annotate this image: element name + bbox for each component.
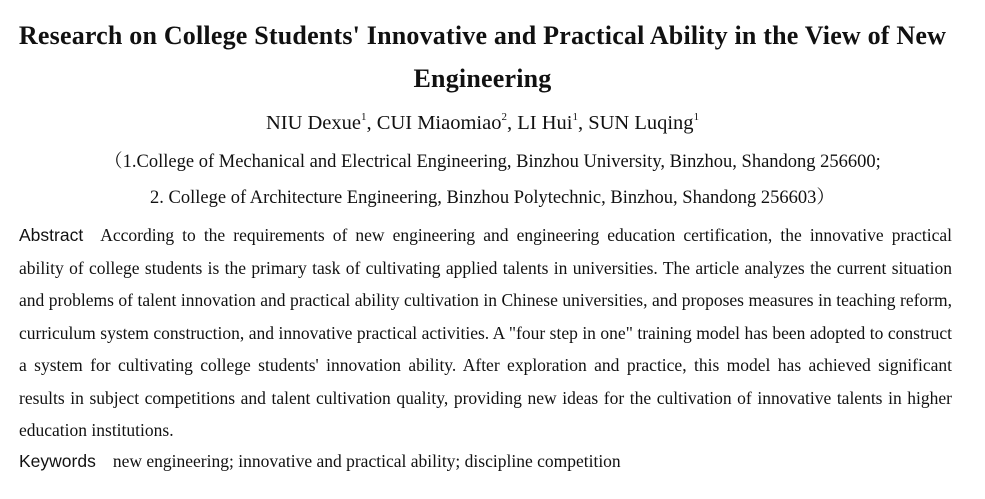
author-separator: , [506, 112, 518, 134]
author [517, 112, 578, 134]
affiliation-marker: 2 [501, 111, 507, 123]
keywords-label: Keywords [19, 451, 96, 471]
affiliation-line-2: 2. College of Architecture Engineering, Binzhou Polytechnic, Binzhou, Shandong 256603） [150, 188, 835, 208]
author-list [0, 110, 965, 136]
author-name: NIU Dexue [265, 112, 362, 134]
author-name: LI Hui [517, 112, 573, 134]
author [266, 112, 367, 134]
author-name: SUN Luqing [588, 112, 694, 134]
author-separator: , [577, 112, 589, 134]
affiliation-marker: 1 [572, 111, 578, 123]
affiliation-line-1: （1.College of Mechanical and Electrical Engineering, Binzhou University, Binzhou, Shandong 256600; [104, 152, 881, 172]
affiliation-marker: 1 [693, 111, 700, 123]
author [377, 112, 507, 134]
keywords-text: new engineering; innovative and practical ability; discipline competition [112, 451, 621, 471]
paper-title: Research on College Students' Innovative and Practical Ability in the View of New Engineering [18, 21, 947, 93]
author-separator: , [366, 112, 377, 134]
abstract-section [19, 219, 952, 447]
abstract-text: According to the requirements of new engineering and engineering education certification, the innovative practical ability of college students is the primary task of cultivating applied talents in universities. The article analyzes the current situation and problems of talent innovation and practical ability cultivation in Chinese universities, and proposes measures in teaching reform, curriculum system construction, and innovative practical activities. A "four step in one" training model has been adopted to construct a system for cultivating college students' innovation ability. After exploration and practice, this model has achieved significant results in subject competitions and talent cultivation quality, providing new ideas for the cultivation of innovative talents in higher education institutions. [19, 225, 952, 440]
keywords-section [19, 447, 952, 475]
affiliation-marker: 1 [361, 111, 367, 123]
author-name: CUI Miaomiao [376, 112, 502, 134]
author [588, 112, 699, 134]
abstract-label: Abstract [19, 225, 84, 245]
